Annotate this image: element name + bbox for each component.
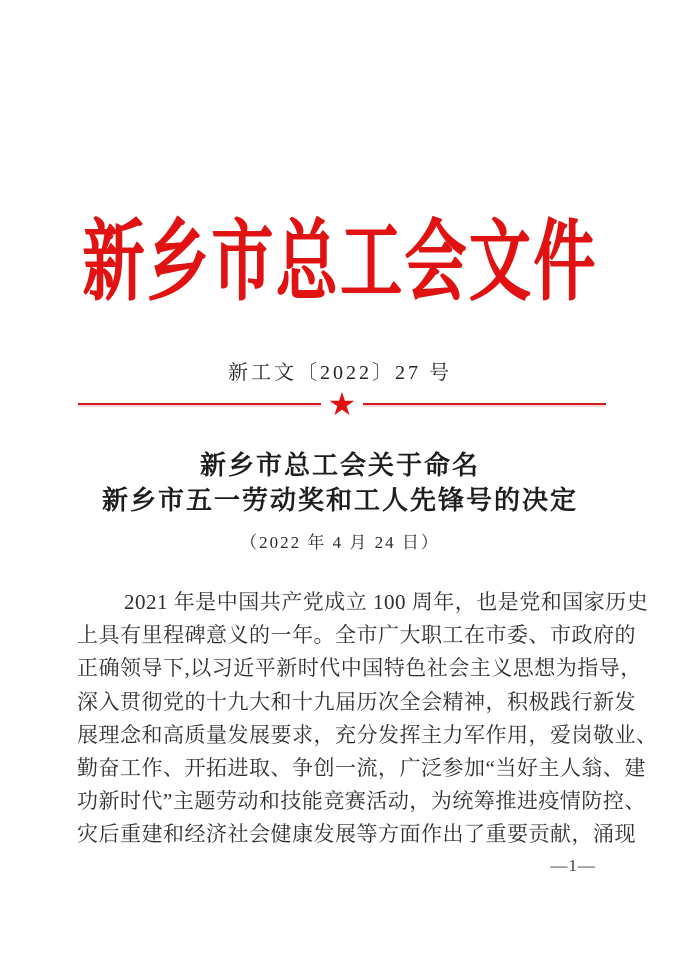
body-line: 上具有里程碑意义的一年。全市广大职工在市委、市政府的 [77, 623, 636, 648]
rule-line-right [363, 403, 606, 405]
star-icon: ★ [327, 385, 357, 423]
document-title-line1: 新乡市总工会关于命名 [199, 451, 480, 480]
body-line: 灾后重建和经济社会健康发展等方面作出了重要贡献，涌现 [77, 822, 636, 847]
body-paragraph [77, 586, 658, 852]
body-line: 2021 年是中国共产党成立 100 周年，也是党和国家历史 [124, 590, 649, 614]
body-line: 正确领导下,以习近平新时代中国特色社会主义思想为指导， [77, 656, 642, 681]
page-number: —1— [550, 856, 596, 875]
body-line: 展理念和高质量发展要求，充分发挥主力军作用，爱岗敬业、 [77, 722, 658, 747]
document-number: 新工文〔2022〕27 号 [228, 362, 452, 384]
body-line: 功新时代”主题劳动和技能竞赛活动，为统筹推进疫情防控、 [77, 789, 646, 814]
document-title-line2: 新乡市五一劳动奖和工人先锋号的决定 [101, 485, 578, 515]
letterhead-title: 新乡市总工会文件 [82, 215, 598, 312]
red-rule [78, 385, 606, 423]
body-line: 勤奋工作、开拓进取、争创一流，广泛参加“当好主人翁、建 [77, 756, 646, 781]
document-date: （2022 年 4 月 24 日） [240, 533, 440, 552]
document-title [0, 449, 680, 518]
rule-line-left [78, 403, 321, 405]
body-line: 深入贯彻党的十九大和十九届历次全会精神，积极践行新发 [77, 689, 636, 714]
